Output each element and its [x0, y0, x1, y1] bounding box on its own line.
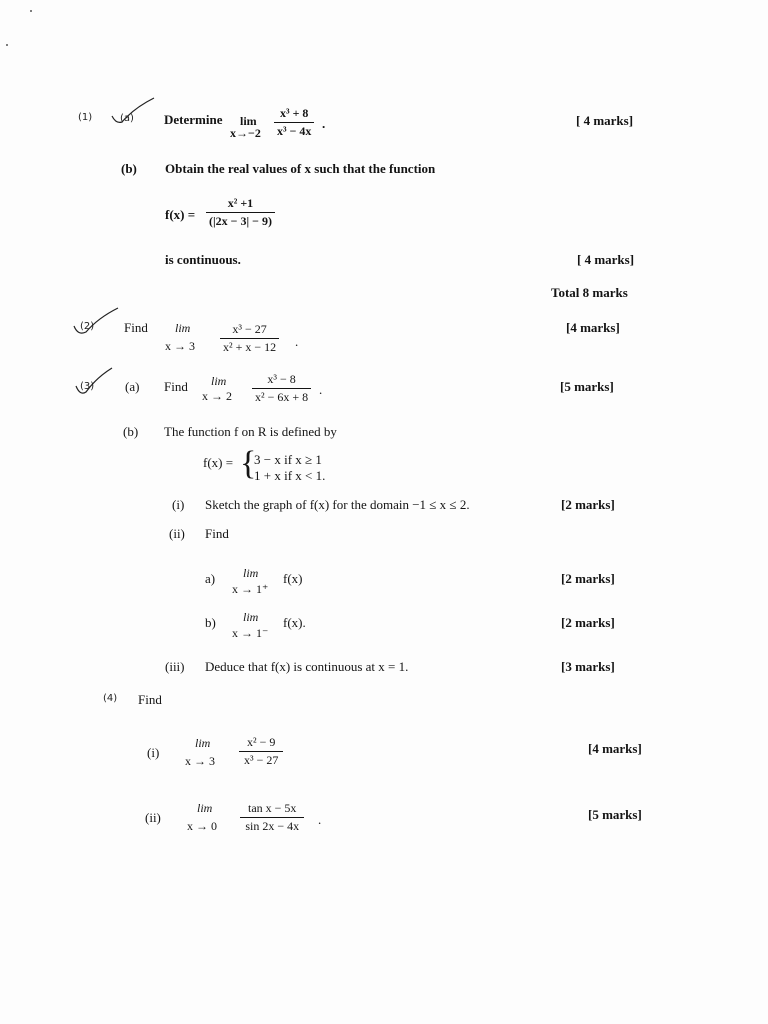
q3b-iib-label: b) — [205, 615, 216, 630]
speck — [30, 10, 32, 12]
q2-lim-sub: x → 3 — [165, 339, 195, 353]
q3a-marks: [5 marks] — [560, 379, 614, 394]
q1a-lim: lim — [240, 114, 257, 128]
q4-ii-marks: [5 marks] — [588, 807, 642, 822]
q2-lim: lim — [175, 321, 191, 335]
q1b-denominator: (|2x − 3| − 9) — [209, 214, 272, 228]
q1-total-marks: Total 8 marks — [551, 285, 628, 300]
q4-i-label: (i) — [147, 745, 160, 760]
q3a-label: (a) — [125, 379, 140, 394]
q3b-fx: f(x) = — [203, 455, 234, 470]
q3b-case2: 1 + x if x < 1. — [254, 468, 326, 483]
q3b-i-label: (i) — [172, 497, 185, 512]
q3b-iib-lim-sub: x → 1⁻ — [232, 626, 269, 640]
q3b-iii-label: (iii) — [165, 659, 185, 674]
q1a-marks: [ 4 marks] — [576, 113, 634, 128]
q3b-iib-marks: [2 marks] — [561, 615, 615, 630]
q2-numerator: x³ − 27 — [220, 322, 279, 339]
q3b-ii-label: (ii) — [169, 526, 185, 541]
q3b-i-marks: [2 marks] — [561, 497, 615, 512]
q4-i-lim-sub: x → 3 — [185, 754, 215, 768]
q3b-label: (b) — [123, 424, 139, 439]
q3b-ii-text: Find — [205, 526, 229, 541]
q3b-iia-marks: [2 marks] — [561, 571, 615, 586]
tick-icon — [110, 96, 156, 128]
q4-text: Find — [138, 692, 162, 707]
q4-i-lim: lim — [195, 736, 211, 750]
q2-marks: [4 marks] — [566, 320, 620, 335]
tick-icon — [72, 306, 120, 338]
q3a-fraction — [252, 372, 311, 405]
q3b-iii-marks: [3 marks] — [561, 659, 615, 674]
q3b-iib-fx: f(x). — [283, 615, 306, 630]
q3b-iia-fx: f(x) — [283, 571, 303, 586]
q3b-iia-label: a) — [205, 571, 216, 586]
q4-ii-dot: . — [318, 812, 322, 827]
q4-ii-lim-sub: x → 0 — [187, 819, 217, 833]
q3a-text: Find — [164, 379, 188, 394]
q3a-lim-sub: x → 2 — [202, 389, 232, 403]
q1b-fraction — [206, 196, 275, 229]
q2-denominator: x² + x − 12 — [223, 340, 277, 354]
q1b-text: Obtain the real values of x such that the function — [165, 161, 436, 176]
q4-i-fraction — [239, 735, 283, 768]
q3b-case1: 3 − x if x ≥ 1 — [254, 452, 322, 467]
q4-i-denominator: x³ − 27 — [244, 753, 279, 767]
q1a-lim-sub: x→−2 — [230, 126, 261, 140]
speck — [6, 44, 8, 46]
q4-ii-lim: lim — [197, 801, 213, 815]
q1b-continuous-text: is continuous. — [165, 252, 241, 267]
q3a-dot: . — [319, 382, 323, 397]
q4-ii-label: (ii) — [145, 810, 161, 825]
q1-number-label: (1) — [78, 112, 93, 123]
q2-dot: . — [295, 334, 299, 349]
q3b-iii-text: Deduce that f(x) is continuous at x = 1. — [205, 659, 409, 674]
q3b-iia-lim-sub: x → 1⁺ — [232, 582, 269, 596]
q3b-i-text: Sketch the graph of f(x) for the domain −1 ≤ x ≤ 2. — [205, 497, 470, 512]
q4-i-numerator: x² − 9 — [239, 735, 283, 752]
q1a-denominator: x³ − 4x — [277, 124, 312, 138]
q4-ii-numerator: tan x − 5x — [240, 801, 304, 818]
q1a-label: (a) — [120, 113, 134, 124]
q4-number-label: (4) — [103, 693, 118, 704]
q3a-lim: lim — [211, 374, 227, 388]
q1b-fx: f(x) = — [165, 207, 196, 222]
q3a-denominator: x² − 6x + 8 — [255, 390, 309, 404]
q1a-text: Determine — [164, 112, 223, 127]
q4-ii-fraction — [240, 801, 304, 834]
q2-number-label: (2) — [80, 321, 95, 332]
q1b-marks: [ 4 marks] — [577, 252, 635, 267]
q2-fraction — [220, 322, 279, 355]
q3b-iia-lim: lim — [243, 566, 259, 580]
q3a-numerator: x³ − 8 — [252, 372, 311, 389]
q1a-dot: . — [322, 116, 326, 131]
q1a-fraction — [274, 106, 314, 139]
tick-icon — [74, 366, 114, 398]
q3b-iib-lim: lim — [243, 610, 259, 624]
q2-text: Find — [124, 320, 148, 335]
q4-ii-denominator: sin 2x − 4x — [245, 819, 300, 833]
left-brace-icon: { — [240, 445, 257, 482]
q1b-label: (b) — [121, 161, 137, 176]
q3b-text: The function f on R is defined by — [164, 424, 337, 439]
q4-i-marks: [4 marks] — [588, 741, 642, 756]
q1a-numerator: x³ + 8 — [274, 106, 314, 123]
q1b-numerator: x² +1 — [206, 196, 275, 213]
q3-number-label: (3) — [80, 381, 95, 392]
